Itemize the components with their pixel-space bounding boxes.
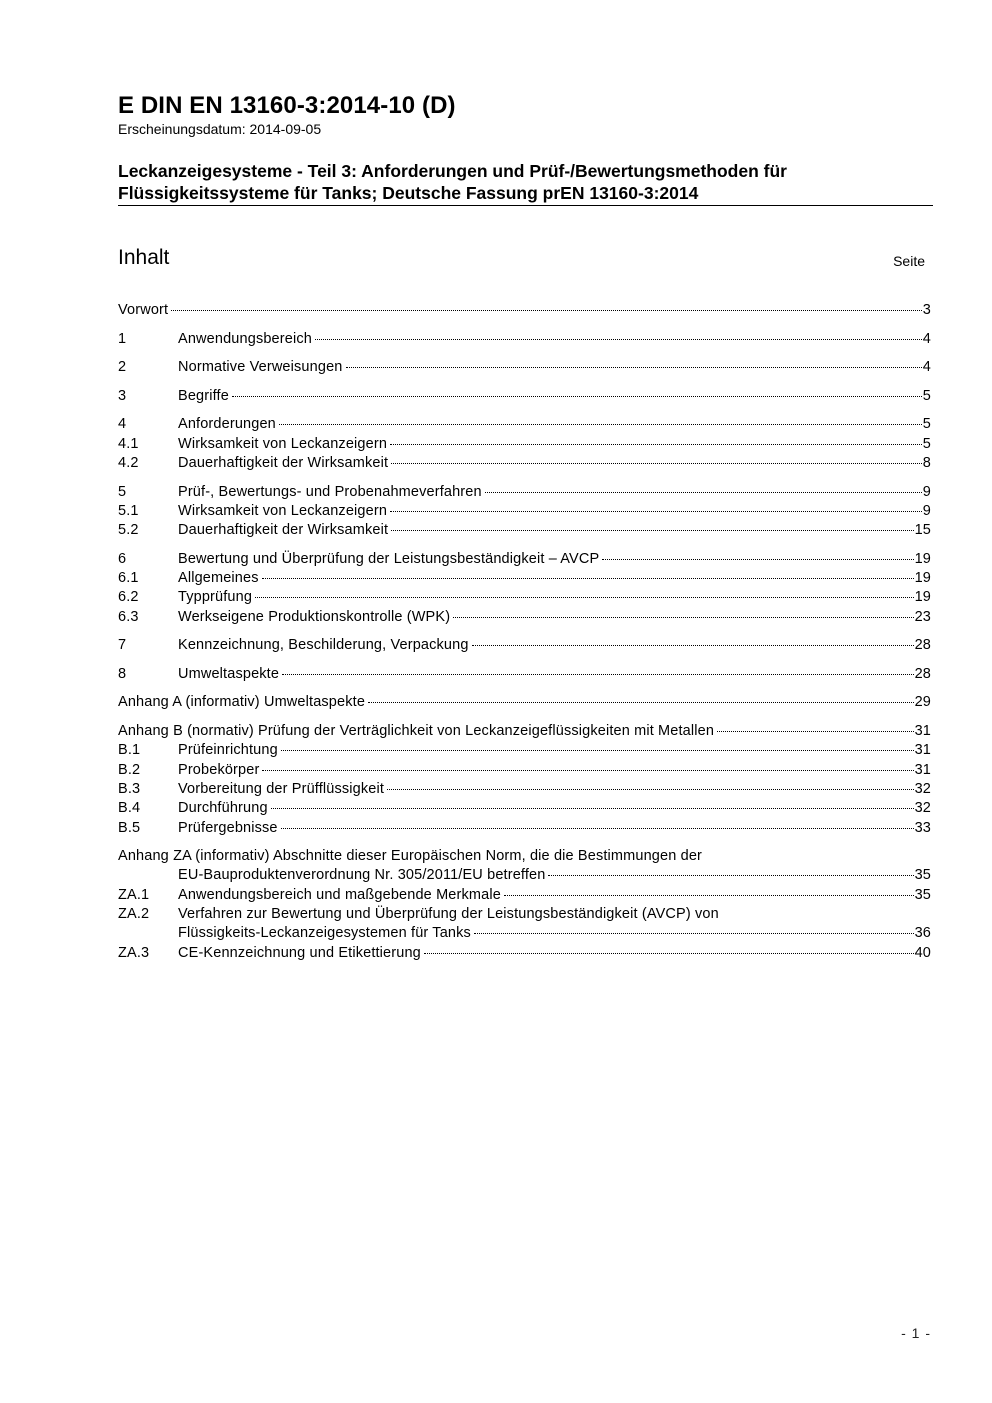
toc-entry-b-5[interactable] [118, 819, 931, 838]
toc-entry-page: 28 [914, 637, 931, 654]
toc-dot-leader [391, 462, 922, 464]
toc-entry-title: Allgemeines [178, 570, 259, 587]
toc-group-8 [118, 665, 931, 684]
toc-entry-page: 31 [914, 723, 931, 740]
title-divider [118, 205, 933, 206]
toc-entry-title: Probekörper [178, 761, 260, 778]
toc-dot-leader [424, 952, 914, 954]
toc-entry-page: 5 [922, 416, 931, 433]
toc-dot-leader [282, 673, 913, 675]
toc-entry-4-2[interactable] [118, 454, 931, 473]
toc-entry-title: Wirksamkeit von Leckanzeigern [178, 435, 388, 452]
toc-entry-vorwort[interactable] [118, 301, 931, 320]
toc-entry-4-1[interactable] [118, 435, 931, 454]
toc-entry-page: 23 [914, 608, 931, 625]
toc-entry-title: Prüfeinrichtung [178, 742, 278, 759]
toc-entry-title: Wirksamkeit von Leckanzeigern [178, 502, 388, 519]
toc-entry-8[interactable] [118, 665, 931, 684]
toc-dot-leader [474, 932, 914, 934]
toc-entry-page: 36 [914, 925, 931, 942]
toc-entry-title: Vorwort [118, 302, 169, 318]
toc-entry-5[interactable] [118, 483, 931, 502]
toc-group-2 [118, 358, 931, 377]
toc-dot-leader [548, 874, 913, 876]
table-of-contents [118, 301, 931, 972]
toc-dot-leader [281, 749, 914, 751]
toc-entry-b-1[interactable] [118, 741, 931, 760]
toc-entry-title: Bewertung und Überprüfung der Leistungsbeständigkeit – AVCP [178, 550, 600, 567]
toc-entry-page: 3 [922, 302, 931, 318]
toc-entry-6-3[interactable] [118, 608, 931, 627]
toc-entry-number: B.4 [118, 800, 141, 817]
toc-entry-2[interactable] [118, 358, 931, 377]
toc-heading: Inhalt [118, 246, 170, 269]
toc-entry-number: B.3 [118, 780, 141, 797]
document-title [118, 160, 933, 204]
toc-entry-page: 9 [922, 502, 931, 519]
toc-entry-number: B.5 [118, 819, 141, 836]
toc-entry-title: Anhang ZA (informativ) Abschnitte dieser Europäischen Norm, die die Bestimmungen der [118, 848, 703, 865]
toc-group-7 [118, 636, 931, 655]
toc-entry-title: Anforderungen [178, 416, 276, 433]
toc-entry-title-continued: EU-Bauproduktenverordnung Nr. 305/2011/EU betreffen [178, 867, 546, 884]
toc-entry-number: 6 [118, 550, 127, 567]
toc-entry-number: ZA.3 [118, 944, 150, 961]
toc-dot-leader [368, 701, 914, 703]
toc-group-vorwort [118, 301, 931, 320]
toc-dot-leader [315, 338, 922, 340]
toc-entry-number: 5.1 [118, 502, 139, 519]
toc-entry-6[interactable] [118, 550, 931, 569]
toc-dot-leader [390, 443, 922, 445]
toc-entry-7[interactable] [118, 636, 931, 655]
toc-entry-number: ZA.2 [118, 905, 150, 922]
toc-entry-5-2[interactable] [118, 521, 931, 540]
toc-entry-title: Dauerhaftigkeit der Wirksamkeit [178, 522, 389, 539]
toc-entry-4[interactable] [118, 415, 931, 434]
document-id: E DIN EN 13160-3:2014-10 (D) [118, 92, 456, 119]
toc-entry-6-2[interactable] [118, 588, 931, 607]
toc-entry-page: 35 [914, 886, 931, 903]
toc-entry-za-1[interactable] [118, 886, 931, 905]
toc-entry-page: 4 [922, 330, 931, 347]
toc-entry-annex-za-line-2[interactable] [118, 866, 931, 885]
toc-entry-page: 8 [922, 454, 931, 471]
toc-entry-title: Normative Verweisungen [178, 359, 343, 376]
toc-entry-page: 32 [914, 800, 931, 817]
toc-entry-annex-b[interactable] [118, 722, 931, 741]
toc-entry-title: Vorbereitung der Prüfflüssigkeit [178, 780, 385, 797]
toc-dot-leader [232, 395, 922, 397]
toc-entry-number: 4 [118, 416, 127, 433]
toc-entry-page: 31 [914, 761, 931, 778]
toc-entry-number: 4.1 [118, 435, 139, 452]
toc-entry-title: CE-Kennzeichnung und Etikettierung [178, 944, 421, 961]
toc-entry-page: 15 [914, 522, 931, 539]
toc-entry-page: 19 [914, 570, 931, 587]
toc-entry-title-continued: Flüssigkeits-Leckanzeigesystemen für Tanks [178, 925, 471, 942]
toc-entry-b-3[interactable] [118, 780, 931, 799]
toc-entry-title: Durchführung [178, 800, 268, 817]
toc-entry-number: 1 [118, 330, 127, 347]
toc-entry-annex-za-line-1[interactable] [118, 847, 931, 866]
toc-dot-leader [387, 788, 914, 790]
document-title-line-2: Flüssigkeitssysteme für Tanks; Deutsche Fassung prEN 13160-3:2014 [118, 183, 699, 203]
toc-dot-leader [262, 769, 913, 771]
toc-entry-number: ZA.1 [118, 886, 150, 903]
toc-dot-leader [271, 807, 914, 809]
toc-entry-number: 6.1 [118, 570, 139, 587]
toc-entry-page: 29 [914, 694, 931, 711]
toc-entry-number: 3 [118, 387, 127, 404]
toc-dot-leader [390, 510, 922, 512]
toc-entry-title: Typprüfung [178, 589, 253, 606]
toc-entry-title: Anhang A (informativ) Umweltaspekte [118, 694, 366, 711]
toc-entry-5-1[interactable] [118, 502, 931, 521]
toc-entry-page: 32 [914, 780, 931, 797]
page-number: - 1 - [901, 1325, 931, 1341]
toc-dot-leader [346, 366, 922, 368]
toc-page-column-label: Seite [893, 253, 925, 269]
toc-entry-number: 5 [118, 483, 127, 500]
toc-dot-leader [391, 529, 913, 531]
toc-entry-za-2-line-2[interactable] [118, 924, 931, 943]
toc-entry-page: 4 [922, 359, 931, 376]
toc-entry-page: 19 [914, 550, 931, 567]
document-title-line-1: Leckanzeigesysteme - Teil 3: Anforderungen und Prüf-/Bewertungsmethoden für [118, 161, 787, 181]
toc-entry-title: Anwendungsbereich [178, 330, 312, 347]
toc-entry-title: Kennzeichnung, Beschilderung, Verpackung [178, 637, 469, 654]
toc-dot-leader [602, 558, 913, 560]
toc-entry-title: Anwendungsbereich und maßgebende Merkmale [178, 886, 501, 903]
toc-group-annex-za [118, 847, 931, 963]
toc-entry-number: 2 [118, 359, 127, 376]
toc-entry-number: 6.2 [118, 589, 139, 606]
toc-entry-title: Anhang B (normativ) Prüfung der Verträglichkeit von Leckanzeigeflüssigkeiten mit Metallen [118, 723, 715, 740]
toc-entry-title: Verfahren zur Bewertung und Überprüfung der Leistungsbeständigkeit (AVCP) von [178, 905, 719, 922]
toc-group-4 [118, 415, 931, 473]
toc-entry-za-3[interactable] [118, 944, 931, 963]
toc-entry-number: B.1 [118, 742, 141, 759]
toc-entry-page: 9 [922, 483, 931, 500]
toc-entry-title: Begriffe [178, 387, 229, 404]
toc-entry-page: 31 [914, 742, 931, 759]
toc-entry-page: 5 [922, 387, 931, 404]
toc-entry-3[interactable] [118, 387, 931, 406]
toc-dot-leader [281, 827, 914, 829]
toc-entry-1[interactable] [118, 330, 931, 349]
toc-dot-leader [504, 894, 914, 896]
toc-group-1 [118, 330, 931, 349]
toc-dot-leader [472, 644, 914, 646]
toc-entry-title: Prüfergebnisse [178, 819, 278, 836]
toc-entry-annex-a[interactable] [118, 693, 931, 712]
toc-dot-leader [279, 423, 922, 425]
toc-entry-title: Prüf-, Bewertungs- und Probenahmeverfahren [178, 483, 482, 500]
toc-entry-number: 4.2 [118, 454, 139, 471]
toc-entry-number: 8 [118, 665, 127, 682]
toc-entry-title: Dauerhaftigkeit der Wirksamkeit [178, 454, 389, 471]
toc-entry-page: 35 [914, 867, 931, 884]
toc-group-annex-a [118, 693, 931, 712]
toc-dot-leader [262, 577, 914, 579]
toc-entry-page: 40 [914, 944, 931, 961]
toc-dot-leader [485, 491, 922, 493]
toc-group-annex-b [118, 722, 931, 838]
toc-entry-page: 19 [914, 589, 931, 606]
toc-entry-title: Umweltaspekte [178, 665, 280, 682]
toc-dot-leader [717, 730, 913, 732]
toc-entry-6-1[interactable] [118, 569, 931, 588]
toc-entry-number: 6.3 [118, 608, 139, 625]
toc-dot-leader [171, 309, 922, 311]
toc-entry-number: 5.2 [118, 522, 139, 539]
toc-group-3 [118, 387, 931, 406]
toc-group-5 [118, 483, 931, 541]
publication-date: Erscheinungsdatum: 2014-09-05 [118, 121, 322, 137]
toc-entry-za-2-line-1[interactable] [118, 905, 931, 924]
toc-dot-leader [255, 596, 914, 598]
toc-entry-page: 28 [914, 665, 931, 682]
toc-group-6 [118, 550, 931, 627]
toc-entry-b-2[interactable] [118, 761, 931, 780]
toc-entry-page: 5 [922, 435, 931, 452]
toc-entry-title: Werkseigene Produktionskontrolle (WPK) [178, 608, 451, 625]
toc-entry-number: B.2 [118, 761, 141, 778]
toc-entry-page: 33 [914, 819, 931, 836]
toc-entry-b-4[interactable] [118, 799, 931, 818]
toc-entry-number: 7 [118, 637, 127, 654]
toc-dot-leader [453, 616, 913, 618]
